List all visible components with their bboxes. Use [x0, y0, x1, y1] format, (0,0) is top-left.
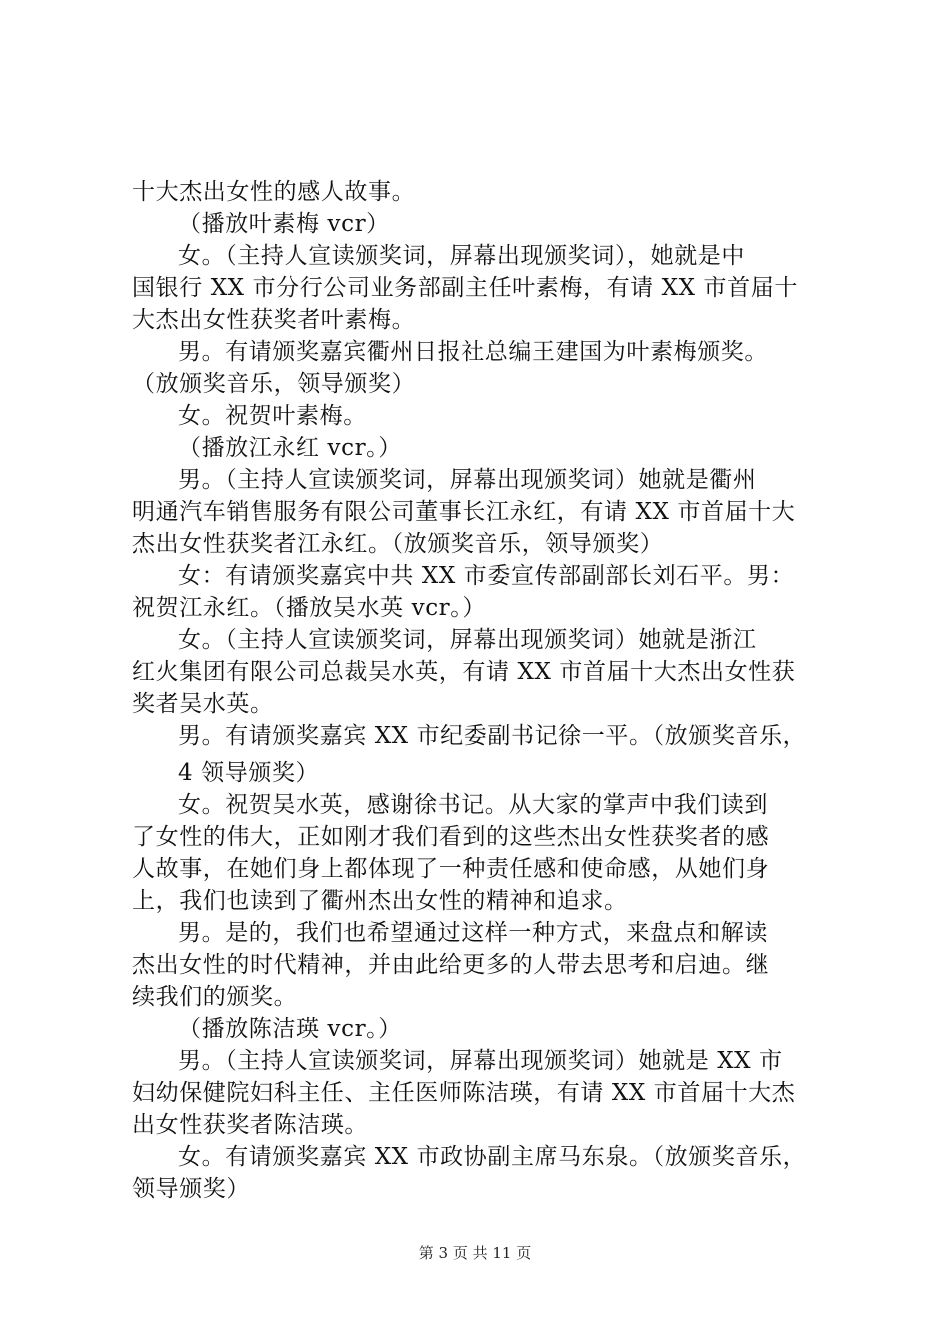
text-block-lower [132, 757, 842, 1205]
page-footer: 第 3 页 共 11 页 [418, 1244, 532, 1262]
text-line: 女。（主持人宣读颁奖词，屏幕出现颁奖词）她就是浙江 [178, 627, 757, 653]
text-line: 上，我们也读到了衢州杰出女性的精神和追求。 [132, 888, 628, 914]
text-line: 男。（主持人宣读颁奖词，屏幕出现颁奖词）她就是衢州 [178, 467, 757, 493]
text-line: 女。（主持人宣读颁奖词，屏幕出现颁奖词），她就是中 [178, 243, 745, 269]
text-line: 女。祝贺吴水英，感谢徐书记。从大家的掌声中我们读到 [178, 792, 768, 818]
text-line: 了女性的伟大，正如刚才我们看到的这些杰出女性获奖者的感 [132, 824, 770, 850]
text-line: 杰出女性的时代精神，并由此给更多的人带去思考和启迪。继 [132, 952, 770, 978]
text-line: 领导颁奖） [132, 1176, 250, 1202]
text-block-upper [132, 176, 842, 752]
text-line: 国银行 XX 市分行公司业务部副主任叶素梅，有请 XX 市首届十 [132, 275, 798, 301]
text-line: 4 领导颁奖） [178, 760, 320, 786]
text-line: 女。有请颁奖嘉宾 XX 市政协副主席马东泉。（放颁奖音乐， [178, 1144, 807, 1170]
text-line: （放颁奖音乐，领导颁奖） [132, 371, 416, 397]
text-line: 女。祝贺叶素梅。 [178, 403, 367, 429]
text-line: 妇幼保健院妇科主任、主任医师陈洁瑛，有请 XX 市首届十大杰 [132, 1080, 796, 1106]
text-line: 续我们的颁奖。 [132, 984, 298, 1010]
text-line: 人故事，在她们身上都体现了一种责任感和使命感，从她们身 [132, 856, 770, 882]
text-line: 奖者吴水英。 [132, 691, 274, 717]
text-line: （播放江永红 vcr。） [178, 435, 402, 461]
text-line: （播放陈洁瑛 vcr。） [178, 1016, 402, 1042]
text-line: 大杰出女性获奖者叶素梅。 [132, 307, 416, 333]
text-line: 十大杰出女性的感人故事。 [132, 179, 416, 205]
text-line: 男。（主持人宣读颁奖词，屏幕出现颁奖词）她就是 XX 市 [178, 1048, 783, 1074]
text-line: 男。有请颁奖嘉宾衢州日报社总编王建国为叶素梅颁奖。 [178, 339, 768, 365]
text-line: 明通汽车销售服务有限公司董事长江永红，有请 XX 市首届十大 [132, 499, 796, 525]
text-line: （播放叶素梅 vcr） [178, 211, 390, 237]
text-line: 女：有请颁奖嘉宾中共 XX 市委宣传部副部长刘石平。男： [178, 563, 795, 589]
text-line: 红火集团有限公司总裁吴水英，有请 XX 市首届十大杰出女性获 [132, 659, 796, 685]
text-line: 祝贺江永红。（播放吴水英 vcr。） [132, 595, 486, 621]
text-line: 杰出女性获奖者江永红。（放颁奖音乐，领导颁奖） [132, 531, 664, 557]
text-line: 出女性获奖者陈洁瑛。 [132, 1112, 368, 1138]
text-line: 男。是的，我们也希望通过这样一种方式，来盘点和解读 [178, 920, 768, 946]
text-line: 男。有请颁奖嘉宾 XX 市纪委副书记徐一平。（放颁奖音乐， [178, 723, 807, 749]
